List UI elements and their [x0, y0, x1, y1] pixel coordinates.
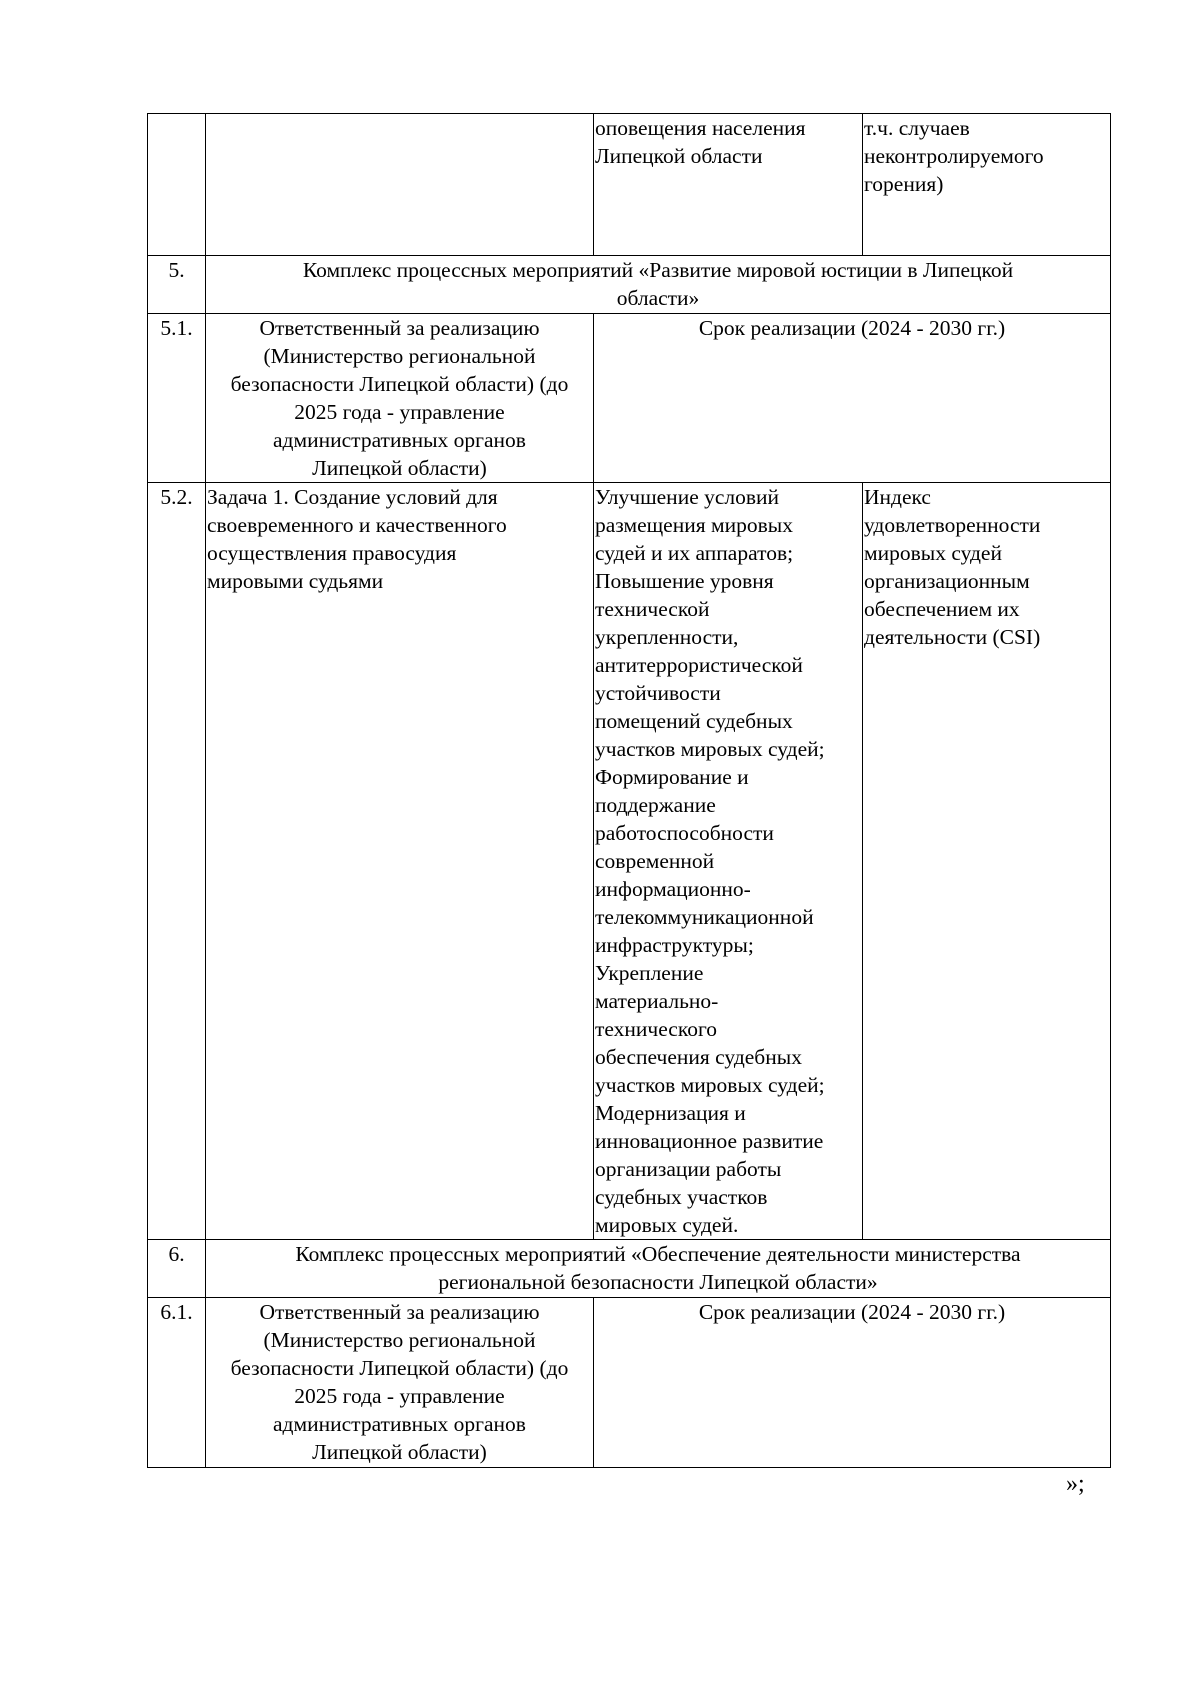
effect-line: Повышение уровня: [595, 569, 774, 593]
effect-line: инфраструктуры;: [595, 933, 754, 957]
effect-line: информационно-: [595, 877, 751, 901]
closing-quote-mark: »;: [1066, 1471, 1085, 1497]
effect-line: технической: [595, 597, 710, 621]
effect-line: поддержание: [595, 793, 716, 817]
section-title: Комплекс процессных мероприятий «Обеспечение деятельности министерства региональной безопасности Липецкой области»: [206, 1240, 1111, 1298]
table-row-section-6: [148, 1240, 1111, 1298]
cell-indicator: т.ч. случаев неконтролируемого горения): [863, 114, 1111, 256]
effect-line: Формирование и: [595, 765, 749, 789]
section-title: Комплекс процессных мероприятий «Развитие мировой юстиции в Липецкой области»: [206, 256, 1111, 314]
effect-line: организации работы: [595, 1157, 782, 1181]
effect-line: современной: [595, 849, 715, 873]
table-row-6-1: [148, 1298, 1111, 1468]
effect-line: мировых судей.: [595, 1213, 739, 1237]
table-row-continuation: [148, 114, 1111, 256]
effect-line: размещения мировых: [595, 513, 793, 537]
cell-effects: оповещения населения Липецкой области: [594, 114, 863, 256]
effect-line: работоспособности: [595, 821, 774, 845]
effect-line: материально-: [595, 989, 719, 1013]
effect-line: участков мировых судей;: [595, 737, 825, 761]
effect-line: Модернизация и: [595, 1101, 746, 1125]
effect-line: обеспечения судебных: [595, 1045, 802, 1069]
effects-cell: [594, 483, 863, 1240]
table-row-5-1: [148, 314, 1111, 483]
effect-line: судей и их аппаратов;: [595, 541, 794, 565]
effect-line: Улучшение условий: [595, 485, 780, 509]
responsible-cell: Ответственный за реализацию (Министерство региональной безопасности Липецкой области) (до 2025 года - управление административных органов Липецкой области): [206, 314, 594, 483]
effect-line: Укрепление: [595, 961, 704, 985]
term-cell: Срок реализации (2024 - 2030 гг.): [594, 1298, 1111, 1468]
row-number: 6.1.: [148, 1298, 206, 1468]
cell-num: [148, 114, 206, 256]
row-number: 5.1.: [148, 314, 206, 483]
table-row-5-2: [148, 483, 1111, 1240]
effect-line: помещений судебных: [595, 709, 793, 733]
row-number: 5.: [148, 256, 206, 314]
row-number: 5.2.: [148, 483, 206, 1240]
effect-line: технического: [595, 1017, 717, 1041]
term-cell: Срок реализации (2024 - 2030 гг.): [594, 314, 1111, 483]
indicator-cell: Индекс удовлетворенности мировых судей организационным обеспечением их деятельности (CSI): [863, 483, 1111, 1240]
table-row-section-5: [148, 256, 1111, 314]
effect-line: антитеррористической: [595, 653, 803, 677]
effect-line: судебных участков: [595, 1185, 768, 1209]
effect-line: укрепленности,: [595, 625, 739, 649]
responsible-cell: Ответственный за реализацию (Министерство региональной безопасности Липецкой области) (до 2025 года - управление административных органов Липецкой области): [206, 1298, 594, 1468]
row-number: 6.: [148, 1240, 206, 1298]
measures-table: [147, 113, 1111, 1468]
effect-line: устойчивости: [595, 681, 721, 705]
effect-line: участков мировых судей;: [595, 1073, 825, 1097]
effect-line: телекоммуникационной: [595, 905, 814, 929]
task-cell: Задача 1. Создание условий для своевременного и качественного осуществления правосудия мировыми судьями: [206, 483, 594, 1240]
effect-line: инновационное развитие: [595, 1129, 824, 1153]
cell-task: [206, 114, 594, 256]
